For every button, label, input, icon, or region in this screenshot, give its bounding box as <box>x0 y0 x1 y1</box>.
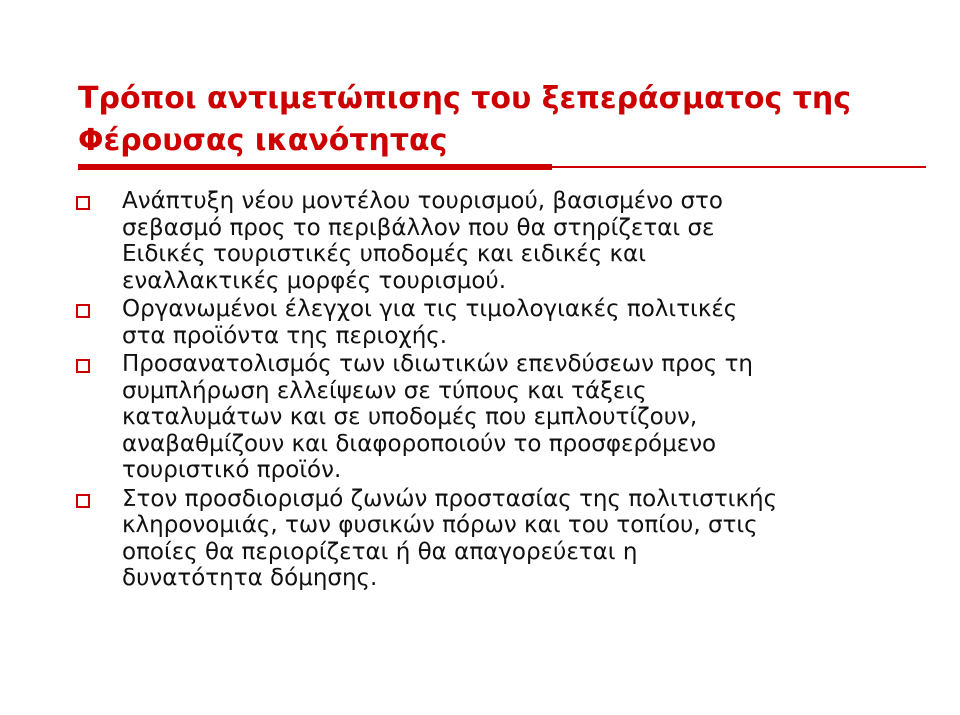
bullet-text <box>122 486 926 592</box>
bullet-line: Οργανωμένοι έλεγχοι για τις τιμολογιακές πολιτικές <box>122 296 738 322</box>
bullet-item <box>76 486 926 592</box>
bullet-item <box>76 351 926 484</box>
bullet-list <box>76 188 926 594</box>
title-underline-thin <box>552 166 926 168</box>
slide-title-line: Τρόποι αντιμετώπισης του ξεπεράσματος της <box>78 81 851 116</box>
bullet-line: σεβασμό προς το περιβάλλον που θα στηρίζεται σε <box>122 214 715 241</box>
bullet-line: συμπλήρωση ελλείψεων σε τύπους και τάξεις <box>122 377 647 404</box>
bullet-line: Στον προσδιορισμό ζωνών προστασίας της πολιτιστικής <box>122 485 778 512</box>
hollow-square-icon <box>76 494 90 508</box>
title-underline-thick <box>78 164 552 170</box>
bullet-line: δυνατότητα δόμησης. <box>122 565 378 591</box>
bullet-item <box>76 296 926 349</box>
hollow-square-icon <box>76 196 90 210</box>
bullet-line: κληρονομιάς, των φυσικών πόρων και του τοπίου, στις <box>122 512 758 538</box>
bullet-text <box>122 296 926 349</box>
bullet-line: αναβαθμίζουν και διαφοροποιούν το προσφερόμενο <box>122 430 717 457</box>
bullet-line: Ανάπτυξη νέου μοντέλου τουρισμού, βασισμένο στο <box>122 188 723 214</box>
bullet-line: οποίες θα περιορίζεται ή θα απαγορεύεται η <box>122 538 638 565</box>
bullet-line: στα προϊόντα της περιοχής. <box>122 322 448 349</box>
hollow-square-icon <box>76 359 90 373</box>
bullet-line: Ειδικές τουριστικές υποδομές και ειδικές και <box>122 241 647 267</box>
bullet-line: Προσανατολισμός των ιδιωτικών επενδύσεων προς τη <box>122 351 754 377</box>
bullet-text <box>122 351 926 484</box>
slide-title <box>78 78 918 162</box>
bullet-text <box>122 188 926 294</box>
bullet-item <box>76 188 926 294</box>
hollow-square-icon <box>76 304 90 318</box>
bullet-line: τουριστικό προϊόν. <box>122 457 342 483</box>
bullet-line: καταλυμάτων και σε υποδομές που εμπλουτίζουν, <box>122 404 698 430</box>
slide-title-line: Φέρουσας ικανότητας <box>78 123 448 158</box>
bullet-line: εναλλακτικές μορφές τουρισμού. <box>122 267 507 294</box>
